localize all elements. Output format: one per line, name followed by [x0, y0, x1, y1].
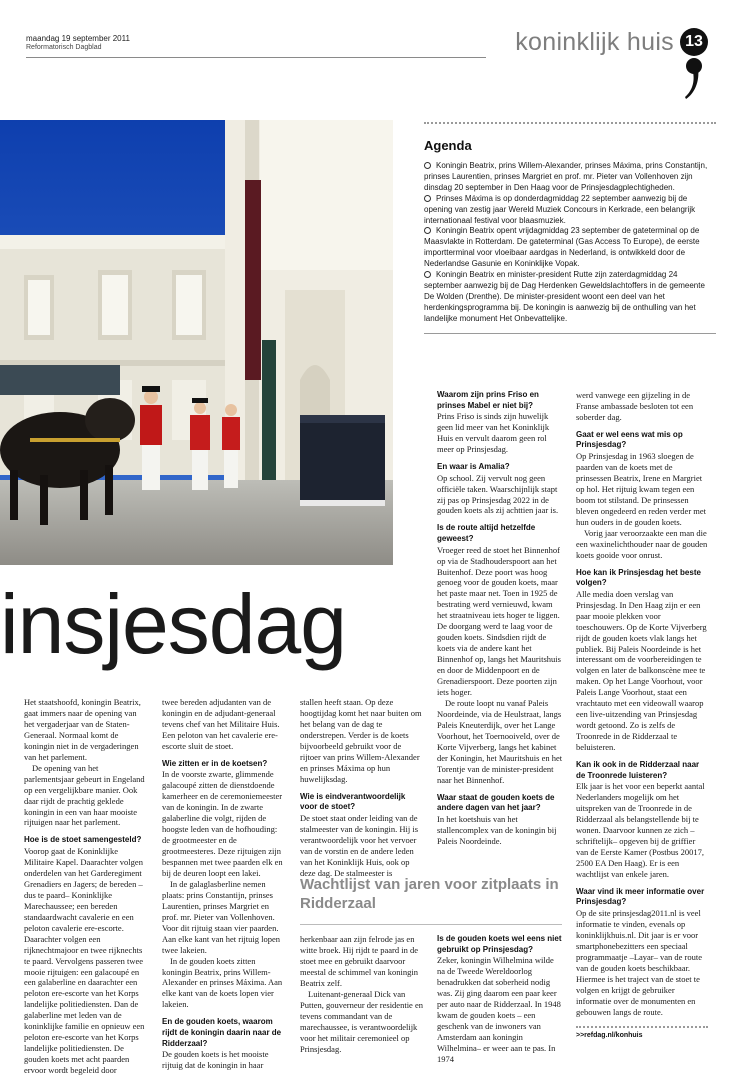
agenda-title: Agenda — [424, 138, 472, 153]
question-heading: Waar staat de gouden koets de andere dagen van het jaar? — [437, 792, 555, 813]
agenda-item-text: Prinses Máxima is op donderdagmiddag 22 september aanwezig bij de opening van zestig jaar Wereld Muziek Concours in Kerkrade, een belangrijk internationaal festival voor blaasmuziek. — [424, 193, 696, 225]
reference-rule — [576, 1026, 708, 1028]
agenda-item-text: Koningin Beatrix opent vrijdagmiddag 23 september de gateterminal op de Maasvlakte in Rotterdam. De gateterminal (Gas Access To Europe), de eerste importterminal voor vloeibaar aardgas in Nederland, is ontwikkeld door de Nederlandse Gasunie en Koninklijke Vopak. — [424, 226, 700, 269]
agenda-top-rule — [424, 122, 716, 124]
question-heading: Gaat er wel eens wat mis op Prinsjesdag? — [576, 429, 683, 450]
question-heading: Wie is eindverantwoordelijk voor de stoet? — [300, 791, 406, 812]
agenda-item — [424, 194, 716, 227]
article-column-3 — [300, 697, 424, 879]
article-column-4 — [437, 390, 563, 847]
photo-prinsjesdag-procession — [0, 120, 393, 565]
question-heading: En waar is Amalia? — [437, 462, 510, 471]
question-heading: Is de route altijd hetzelfde geweest? — [437, 523, 536, 543]
paragraph: stallen heeft staan. Op deze hoogtijdag komt het naar buiten om het belang van de dag te onderstrepen. Verder is de koets bijvoorbeeld gebruikt voor de rijtoer van prins Willem-Alexander en prinses Máxima op hun huwelijksdag. — [300, 697, 422, 784]
paragraph: In de voorste zwarte, glimmende galacoupé zitten de dienstdoende kamerheer en de ceremoniemeester van de koningin. In de zwarte galaberline die volgt, rijden de hoogste leden van de hofhouding: de grootmeester en de grootmeesteres. Deze rijtuigen zijn bespannen met twee paarden elk en bij de deuren loopt een lakei. — [162, 769, 283, 878]
paragraph: De stoet staat onder leiding van de stalmeester van de koningin. Hij is verantwoordelijk voor het vervoer van de vorstin en de andere leden van het Koninklijk Huis, ook op deze dag. De stalmeester is — [300, 812, 419, 878]
photo-icon — [0, 120, 393, 565]
paragraph: Op school. Zij vervult nog geen officiële taken. Waarschijnlijk stapt zij pas op Prinsjesdag 2022 in de gouden koets als zij achttien jaar is. — [437, 472, 559, 516]
question-heading: En de gouden koets, waarom rijdt de koningin daarin naar de Ridderzaal? — [162, 1017, 282, 1048]
newspaper-name: Reformatorisch Dagblad — [26, 44, 102, 51]
agenda-box — [424, 122, 716, 334]
circle-bullet-icon — [424, 195, 431, 202]
article-column-5 — [576, 390, 708, 1018]
paragraph: Luitenant-generaal Dick van Putten, gouverneur der residentie en tevens commandant van de marechaussee, is verantwoordelijk voor het militair ceremonieel op Prinsjesdag. — [300, 988, 423, 1054]
paragraph: In de galaglasberline nemen plaats: prins Constantijn, prinses Laurentien, prinses Margriet en prof. mr. Pieter van Vollenhoven. Voor dit rijtuig staan vier paarden. Aan elke kant van het rijtuig lopen twee lakeien. — [162, 878, 281, 955]
agenda-item — [424, 226, 716, 270]
paragraph: Op de site prinsjesdag2011.nl is veel informatie te vinden, evenals op koninklijkhuis.nl. Dit jaar is er voor smartphonebezitters een speciaal programmaatje –Layar– van de route van de gouden koets beschikbaar. Hiermee is het traject van de stoet te volgen en krijgt de gebruiker informatie over de monumenten en gebouwen langs de route. — [576, 908, 703, 1017]
paragraph: Prins Friso is sinds zijn huwelijk geen lid meer van het Koninklijk Huis en vervult daarom geen rol meer op Prinsjesdag. — [437, 411, 550, 455]
question-heading: Waar vind ik meer informatie over Prinsjesdag? — [576, 886, 705, 907]
paragraph: herkenbaar aan zijn felrode jas en witte broek. Hij rijdt te paard in de stoet mee en gebruikt daarvoor meestal de schimmel van koningin Beatrix zelf. — [300, 934, 419, 988]
question-heading: Wie zitten er in de koetsen? — [162, 758, 268, 768]
paragraph: In de gouden koets zitten koningin Beatrix, prins Willem-Alexander en prinses Máxima. Aan elke kant van de koets lopen vier lakeien. — [162, 955, 283, 1010]
article-column-1 — [24, 697, 148, 1076]
paragraph: Alle media doen verslag van Prinsjesdag. In Den Haag zijn er een paar mooie plekken voor toeschouwers. Op de Korte Vijverberg rijdt de gouden koets vlak langs het publiek. Bij Paleis Noordeinde is het interessant om de voorbereidingen te volgen en later de balkonscène mee te maken. Op het Lange Voorhout, voor Paleis Lange Voorhout, staat een vrachtauto met een videowall waarop een live-uitzending van Prinsjesdag wordt getoond. Zo is zelfs de Troonrede in de Ridderzaal te beluisteren. — [576, 588, 707, 753]
issue-date: maandag 19 september 2011 — [26, 34, 130, 43]
paragraph: De opening van het parlementsjaar gebeurt in Engeland op een vergelijkbare manier. Ook daar rijdt de prachtig geklede koningin in een van haar mooiste rijtuigen naar het parlement. — [24, 762, 145, 828]
pull-quote: Wachtlijst van jaren voor zitplaats in Ridderzaal — [300, 876, 559, 912]
paragraph: Voorop gaat de Koninklijke Militaire Kapel. Daarachter volgen onderdelen van het Garderegiment Grenadiers en Jagers; de bereden –dus te paard– Koninklijke Marechaussee; een bereden standaardwacht cavalerie en een peloton cavalerie ere-escorte. Daarachter volgen een rijknechtmajoor en twee rijknechts te paard. Vervolgens passeren twee mooie rijtuigen: een galacoupé en een galaberline en daarachter een peloton ere-escorte van het Korps landelijke politiediensten. Dan de galaberline met leden van de koninklijke familie en opnieuw een peloton ere-escorte van het Korps landelijke politiediensten. De gouden koets met acht paarden ervoor wordt begeleid door — [24, 846, 145, 1076]
web-reference-link[interactable]: >>refdag.nl/konhuis — [576, 1032, 643, 1039]
article-column-4-bottom — [437, 934, 563, 1065]
question-heading: Hoe kan ik Prinsjesdag het beste volgen? — [576, 567, 701, 588]
section-title: koninklijk huis — [515, 28, 674, 56]
question-heading: Kan ik ook in de Ridderzaal naar de Troonrede luisteren? — [576, 760, 700, 780]
paragraph: De route loopt nu vanaf Paleis Noordeinde, via de Heulstraat, langs Paleis Kneuterdijk, over het Lange Voorhout, het Toernooiveld, over de Korte Vijverberg, langs het kabinet der Koningin, het Mauritshuis en het Torentje van de minister-president naar het Binnenhof. — [437, 697, 563, 785]
agenda-item — [424, 270, 716, 325]
paragraph: Op Prinsjesdag in 1963 sloegen de paarden van de koets met de prinsessen Beatrix, Irene en Margriet op hol. Het rijtuig kwam tegen een boom tot stilstand. De prinsessen bleven ongedeerd en reden verder met hun ouders in de gouden koets. — [576, 451, 707, 527]
paragraph: Vroeger reed de stoet het Binnenhof op via de Stadhouderspoort aan het Buitenhof. Deze poort was hoog genoeg voor de gouden koets, maar het paste maar net. Toen in 1925 de bestrating werd vernieuwd, kwam het straatniveau iets hoger te liggen. De doorgang werd te laag voor de gouden koets. Sindsdien rijdt de koets via de andere kant het Binnenhof op, langs het Mauritshuis en door de Middenpoort en de Grenadierspoort. Deze poorten zijn iets hoger. — [437, 544, 561, 697]
paragraph: In het koetshuis van het stallencomplex van de koningin bij Paleis Noordeinde. — [437, 813, 557, 846]
comma-icon — [684, 56, 702, 100]
paragraph: Het staatshoofd, koningin Beatrix, gaat immers naar de opening van het vergaderjaar van de Staten-Generaal. Normaal komt de koningin niet in de vergaderingen van het parlement. — [24, 697, 141, 762]
agenda-bottom-rule — [424, 333, 716, 334]
question-heading: Waarom zijn prins Friso en prinses Mabel er niet bij? — [437, 390, 539, 410]
question-heading: Is de gouden koets wel eens niet gebruikt op Prinsjesdag? — [437, 934, 562, 954]
headline: insjesdag — [0, 577, 346, 671]
paragraph: twee bereden adjudanten van de koningin en de adjudant-generaal tevens chef van het Militaire Huis. Een peloton van het cavalerie ere-escorte sluit de stoet. — [162, 697, 280, 751]
circle-bullet-icon — [424, 162, 431, 169]
page-number-badge: 13 — [680, 28, 708, 56]
pull-quote-rule — [300, 924, 562, 925]
paragraph: werd vanwege een gijzeling in de Franse ambassade besloten tot een soberder dag. — [576, 390, 694, 422]
paragraph: Zeker, koningin Wilhelmina wilde na de Tweede Wereldoorlog benadrukken dat soberheid nodig was. Zij ging daarom een paar keer per auto naar de Ridderzaal. In 1948 kwam de gouden koets – een geschenk van de inwoners van Amsterdam aan koningin Wilhelmina– er weer aan te pas. In 1974 — [437, 955, 561, 1064]
paragraph: Vorig jaar veroorzaakte een man die een waxinelichthouder naar de gouden koets gooide voor onrust. — [576, 527, 708, 560]
agenda-item-text: Koningin Beatrix en minister-president Rutte zijn zaterdagmiddag 24 september aanwezig bij de Dag Herdenken Geweldslachtoffers in de gemeente De Wolden (Drenthe). De minister-president woont een deel van het herdenkingsprogramma bij. De koningin is aanwezig bij de onthulling van het landelijke monument Het Onbevattelijke. — [424, 270, 705, 323]
circle-bullet-icon — [424, 227, 431, 234]
agenda-item-text: Koningin Beatrix, prins Willem-Alexander, prinses Máxima, prins Constantijn, prinses Laurentien, prinses Margriet en prof. mr. Pieter van Vollenhoven zijn dinsdag 20 september in Den Haag voor de Prinsjesdagplechtigheden. — [424, 161, 708, 192]
header-rule — [26, 57, 486, 58]
paragraph: De gouden koets is het mooiste rijtuig dat de koningin in haar — [162, 1049, 269, 1071]
article-column-2 — [162, 697, 286, 1071]
page-header — [26, 26, 716, 98]
agenda-item — [424, 161, 716, 194]
article-column-3-bottom — [300, 934, 424, 1054]
question-heading: Hoe is de stoet samengesteld? — [24, 835, 142, 845]
circle-bullet-icon — [424, 271, 431, 278]
paragraph: Elk jaar is het voor een beperkt aantal Nederlanders mogelijk om het uitspreken van de Troonrede in de Ridderzaal als belangstellende bij te wonen. Daarvoor kunnen ze zich –schriftelijk– opgeven bij de griffier van de Eerste Kamer (Postbus 20017, 2500 EA Den Haag). Er is een wachtlijst van enkele jaren. — [576, 781, 705, 879]
